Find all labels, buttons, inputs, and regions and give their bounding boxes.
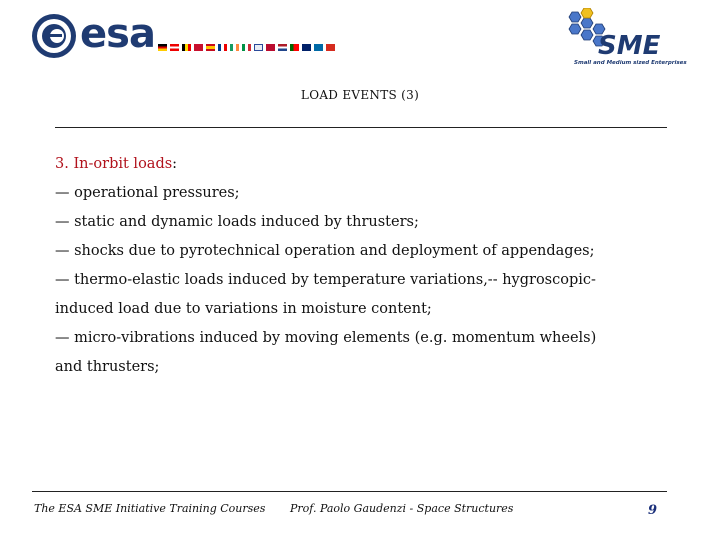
esa-globe-icon: [30, 12, 78, 60]
list-item: — micro-vibrations induced by moving elements (e.g. momentum wheels) and thrusters;: [55, 330, 597, 375]
flag-icon: [278, 44, 287, 51]
slide-title: LOAD EVENTS (3): [300, 88, 420, 102]
footer-divider: [32, 491, 667, 492]
footer-course: The ESA SME Initiative Training Courses: [34, 502, 266, 515]
flag-icon: [230, 44, 239, 51]
sme-tagline: Small and Medium sized Enterprises: [574, 60, 687, 66]
esa-wordmark: esa: [80, 11, 155, 57]
section-heading: [55, 150, 655, 179]
flag-icon: [194, 44, 203, 51]
page-number: 9: [648, 503, 658, 518]
flag-icon: [266, 44, 275, 51]
flag-icon: [302, 44, 311, 51]
list-item: — shocks due to pyrotechnical operation and deployment of appendages;: [55, 243, 595, 259]
list-item: — operational pressures;: [55, 185, 240, 201]
flag-icon: [158, 44, 167, 51]
flag-icon: [218, 44, 227, 51]
flag-icon: [314, 44, 323, 51]
flag-icon: [206, 44, 215, 51]
flag-icon: [290, 44, 299, 51]
list-item: — static and dynamic loads induced by thrusters;: [55, 214, 419, 230]
flag-icon: [242, 44, 251, 51]
member-flags: [158, 44, 335, 51]
slide-body: [55, 150, 655, 382]
heading-text: 3. In-orbit loads: [55, 156, 173, 172]
list-item: — thermo-elastic loads induced by temperature variations,-- hygroscopic-induced load due to variations in moisture content;: [55, 272, 596, 317]
flag-icon: [254, 44, 263, 51]
heading-suffix: :: [172, 156, 178, 172]
sme-logo: [562, 6, 692, 72]
flag-icon: [326, 44, 335, 51]
sme-wordmark: SME: [598, 31, 661, 61]
flag-icon: [182, 44, 191, 51]
title-divider: [55, 127, 667, 128]
flag-icon: [170, 44, 179, 51]
esa-logo: [30, 10, 390, 62]
footer-author: Prof. Paolo Gaudenzi - Space Structures: [290, 502, 514, 515]
